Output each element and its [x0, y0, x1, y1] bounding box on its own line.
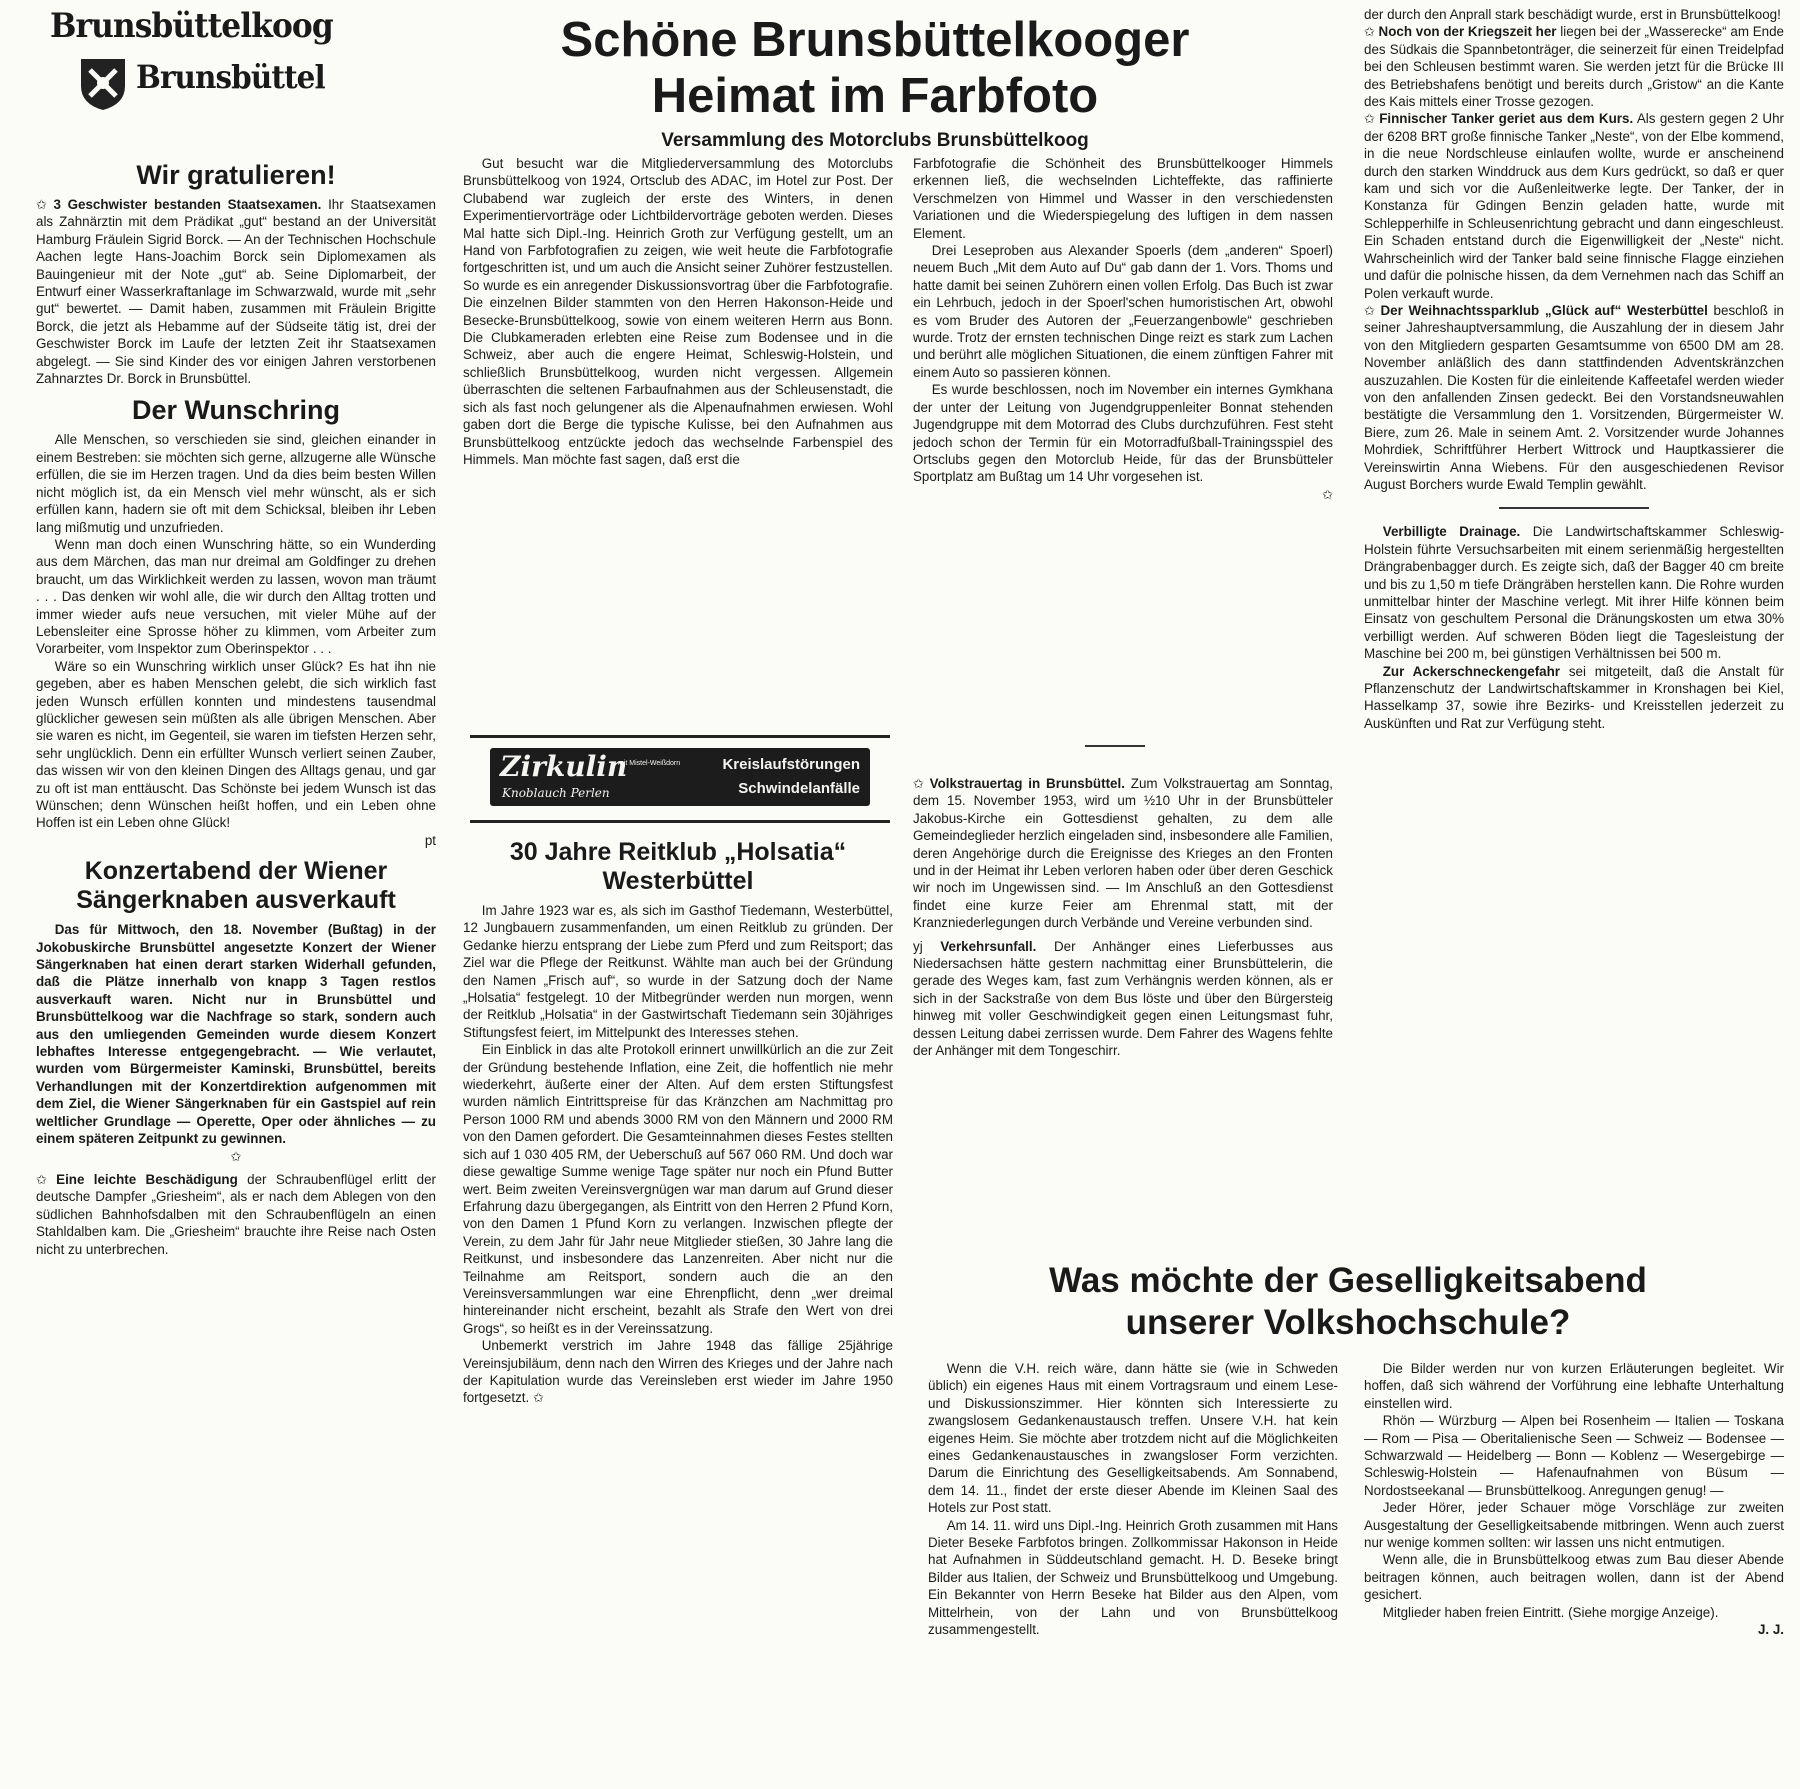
damage-body: der Schraubenflügel erlitt der deutsche Dampfer „Griesheim“, als er nach dem Ablegen von den südlichen Bahnhofsdalben mit den Schraubenflügeln an einen Stahldalben kam. Die „Griesheim“ brauchte ihre Reise nach Osten nicht zu unterbrechen.: [36, 1171, 436, 1257]
vhs-heading-line1: Was möchte der Geselligkeitsabend: [1049, 1261, 1647, 1300]
vhs-heading-line2: unserer Volkshochschule?: [1125, 1303, 1571, 1342]
star-icon: ✩: [913, 776, 930, 791]
wunschring-signature: pt: [424, 832, 436, 848]
volkstrauer-top-rule: [1085, 745, 1145, 747]
damage-lead: Eine leichte Beschädigung: [56, 1171, 238, 1187]
wunschring-p2: Wenn man doch einen Wunschring hätte, so ein Wunderding aus dem Märchen, das man nur dreimal am Goldfinger zu drehen braucht, um das Wirklichkeit werden zu lassen, wovon man träumt . . . Das denken wir wohl alle, die wir durch den Alltag trotten und immer wieder aufs neue versuchen, mit vieler Mühe auf der Lebensleiter eine Sprosse höher zu klimmen, vom Arbeiter zum Vorarbeiter, vom Inspektor zum Oberinspektor . . .: [36, 536, 436, 657]
main-title-line2: Heimat im Farbfoto: [651, 69, 1099, 123]
heading-wir-gratulieren: Wir gratulieren!: [136, 160, 336, 190]
heading-reitklub-line1: 30 Jahre Reitklub „Holsatia“: [509, 838, 847, 866]
heading-wunschring: Der Wunschring: [131, 395, 341, 426]
acker-lead: Zur Ackerschneckengefahr: [1382, 663, 1560, 679]
main-article-col2: [913, 155, 1333, 725]
ad-box: [490, 748, 870, 806]
main-col2c-text: Es wurde beschlossen, noch im November ein internes Gymkhana der unter der Leitung von Jugendgruppenleiter Bonnat stehenden Jugendgruppe mit dem Motorrad des Clubs durchzuführen. Fest steht jedoch schon der Termin für ein Motorradfußball-Trainingsspiel des Ortsclubs gegen den Motorclub Heide, für das der Brunsbütteler Sportplatz am Bußtag um 14 Uhr vorgesehen ist.: [913, 382, 1333, 485]
unfall-lead: Verkehrsunfall.: [940, 938, 1037, 954]
heading-reitklub-line2: Westerbüttel: [602, 867, 754, 895]
ad-top-rule: [470, 735, 890, 738]
vhs-signature: J. J.: [1757, 1622, 1784, 1638]
drain-body: Die Landwirtschaftskammer Schleswig-Holstein führte Versuchsarbeiten mit einem serienmäßig hergestellten Drängrabenbagger durch. Es zeigte sich, daß der Bagger 40 cm breite und bis zu 1,50 m tiefe Drängräben herstellen kann. Die Rohre wurden unmittelbar hinter der Maschine verlegt. Mit ihrer Hilfe können beim Einsatz von geschultem Personal die Dränungskosten um etwa 30% verbilligt werden. Auf schweren Böden liegt die Tagesleistung der Maschine bei 200 m, bei günstigen Verhältnissen bei 500 m.: [1364, 524, 1784, 662]
coat-of-arms-icon: [78, 56, 128, 112]
main-headline: [455, 12, 1295, 154]
ad-sub: Knoblauch Perlen: [502, 786, 610, 800]
masthead-line1: Brunsbüttelkoog: [50, 6, 333, 46]
ad-line1: Kreislaufstörungen: [722, 756, 860, 773]
spar-body: beschloß in seiner Jahreshauptversammlung, die Auszahlung der in diesem Jahr von den Mitgliedern gesparten Gesamtsumme von 6500 DM am 28. November anläßlich des dann stattfindenden Adventskränzchen auszuzahlen. Die Kosten für die einleitende Kaffeetafel werden wieder von den anfallenden Zinsen gedeckt. Bei den Vorstandsneuwahlen bestätigte die Versammlung den 1. Vorsitzenden, Bürgermeister W. Biere, zum 26. Male in seinem Amt. 2. Vorsitzender wurde Johannes Mohrdiek, Schriftführer Herbert Wittrock und Hauptkassierer die Vereinswirtin Anna Wiebens. Für den ausgeschiedenen Revisor August Borchers wurde Ewald Templin gewählt.: [1364, 302, 1784, 492]
spar-lead: Der Weihnachtssparklub „Glück auf“ Westerbüttel: [1380, 302, 1708, 318]
star-icon: ✩: [1364, 111, 1380, 127]
star-icon: ✩: [36, 197, 54, 212]
volkstrauer-column: [913, 775, 1333, 1295]
tanker-body: Als gestern gegen 2 Uhr der 6208 BRT große finnische Tanker „Neste“, von der Elbe kommend, in die neue Nordschleuse einlaufen wollte, wurde er anscheinend durch den starken Winddruck aus dem Kurs gedrückt, so daß er quer kam und sich vor die Außenleitwerke legte. Der Tanker, der in Konstanza für Gdingen Benzin geladen hatte, wurde mit Schlepperhilfe in Schleusenrichtung gebracht und dann eingeschleust. Ein Schaden entstand durch die Eigenwilligkeit der „Neste“ nicht. Wahrscheinlich wird der Tanker bald seine finnische Flagge einziehen und dafür die polnische hissen, da dem Vernehmen nach das Schiff an Polen verkauft wurde.: [1364, 111, 1784, 301]
star-icon: ✩: [36, 1171, 57, 1187]
star-icon: ✩: [1322, 486, 1333, 502]
star-icon: ✩: [230, 1148, 242, 1164]
wunschring-p3: Wäre so ein Wunschring wirklich unser Glück? Es hat ihn nie gegeben, aber es haben Menschen gelebt, die sich wirklich fast jeden Wunsch erfüllen konnten und mindestens tausendmal glücklicher gewesen sein müßten als alle übrigen Menschen. Aber sie waren es nicht, im Gegenteil, sie waren im tiefsten Herzen sehr, sehr unglücklich. Denn ein erfüllter Wunsch verliert seinen Zauber, das wissen wir von den kleinen Dingen des Alltags genau, und gar zu oft ist man enttäuscht. Das Schönste bei jedem Wunsch ist das Wünschen; denn Wünschen heißt hoffen, und ein Leben ohne Hoffen ist ein Leben ohne Glück!: [36, 658, 436, 831]
masthead-line2: Brunsbüttel: [136, 58, 325, 96]
vhs-c2-p5: Mitglieder haben freien Eintritt. (Siehe morgige Anzeige).: [1382, 1604, 1719, 1620]
reitklub-p3: Unbemerkt verstrich im Jahre 1948 das fällige 25jährige Vereinsjubiläum, denn nach den Wirren des Krieges und der Jahre nach der Kapitulation wurde das Vereinsleben erst wieder im Jahre 1950 fortgesetzt.: [463, 1338, 893, 1406]
main-col1-text: Gut besucht war die Mitgliederversammlung des Motorclubs Brunsbüttelkoog von 1924, Ortsclub des ADAC, im Hotel zur Post. Der Clubabend war zugleich der erste des Winters, in denen Experimentiervorträge oder Lichtbildervorträge geboten werden. Dieses Mal hatte sich Dipl.-Ing. Heinrich Groth zur Verfügung gestellt, um an Hand von Farbfotografien zu zeigen, wie weit heute die Farbfotografie fortgeschritten ist, und um auch die Ansicht seiner Zuhörer festzustellen. So wurde es ein anregender Diskussionsvortrag über die Farbfotografie. Die einzelnen Bilder stammten von den Herren Hakonson-Heide und Besecke-Brunsbüttelkoog, sowie von einem weiteren Herrn aus Bonn. Die Clubkameraden erlebten eine Reise zum Bodensee und in die Schweiz, aber auch die engere Heimat, Schleswig-Holstein, und schließlich Brunsbüttelkoog, wurden nicht vergessen. Allgemein überraschten die seltenen Farbaufnahmen aus der Schleusenstadt, die sich als fast noch gelungener als die Alpenaufnahmen erwiesen. Wohl gaben dort die Berge die typische Kulisse, bei den Aufnahmen aus Brunsbüttelkoog entzückte jedoch das wechselnde Farbenspiel des Himmels. Man möchte fast sagen, daß erst die: [463, 156, 893, 467]
ad-small: mit Mistel-Weißdorn: [618, 760, 681, 767]
reitklub-p1: Im Jahre 1923 war es, als sich im Gasthof Tiedemann, Westerbüttel, 12 Jungbauern zusammenfanden, um einen Reitklub zu gründen. Der Gedanke hierzu entsprang der Liebe zum Pferd und zum Reitsport; das Ziel war die Pflege der Reitkunst. Wählte man auch bei der Gründung den Namen „Frisch auf“, so wurde in der Satzung doch der Name „Holsatia“ festgelegt. 10 der Mitbegründer werden nun morgen, wenn der Reitklub „Holsatia“ in der Gastwirtschaft Tiedemann sein 30jähriges Stiftungsfest feiert, im Mittelpunkt des Interesses stehen.: [463, 903, 893, 1040]
heading-konzertabend-line2: Sängerknaben ausverkauft: [76, 886, 396, 915]
krieg-lead: Noch von der Kriegszeit her: [1378, 24, 1557, 40]
konzert-body: Das für Mittwoch, den 18. November (Bußtag) in der Jokobuskirche Brunsbüttel angesetzte Konzert der Wiener Sängerknaben hat einen derart starken Widerhall gefunden, daß die Plätze innerhalb von knapp 3 Tagen restlos ausverkauft waren. Nicht nur in Brunsbüttel und Brunsbüttelkoog war die Nachfrage so stark, sondern auch aus den umliegenden Gemeinden wurde diesem Konzert lebhaftes Interesse entgegengebracht. — Wie verlautet, wurden vom Bürgermeister Kaminski, Brunsbüttel, bereits Verhandlungen mit der Konzertdirektion aufgenommen mit dem Ziel, die Wiener Sängerknaben für ein Gastspiel auf rein weltlicher Grundlage — Operette, Oper oder ähnliches — zu einem späteren Zeitpunkt zu gewinnen.: [36, 922, 436, 1147]
vhs-c2-p4: Wenn alle, die in Brunsbüttelkoog etwas zum Bau dieser Abende beitragen können, auch beitragen wollen, dann ist der Abend gesichert.: [1364, 1552, 1784, 1603]
tanker-lead: Finnischer Tanker geriet aus dem Kurs.: [1379, 111, 1634, 127]
volkstrauer-body: Zum Volkstrauertag am Sonntag, dem 15. November 1953, wird um ½10 Uhr in der Brunsbütteler Jakobus-Kirche ein Gottesdienst gehalten, zu dem alle Gemeindeglieder herzlich eingeladen sind, insbesondere alle Familien, deren Angehörige durch die Ereignisse des Krieges an den Fronten und in der Heimat ihr Leben verloren haben oder über deren Geschick wir noch im Ungewissen sind. — Im Anschluß an den Gottesdienst findet eine kurze Feier am Ehrenmal statt, mit der Kranzniederlegungen durch Verbände und Vereine verbunden sind.: [913, 776, 1333, 931]
ad-brand: Zirkulin: [500, 750, 628, 783]
gratulieren-body: Ihr Staatsexamen als Zahnärztin mit dem Prädikat „gut“ bestand an der Universität Hamburg Fräulein Sigrid Borck. — An der Technischen Hochschule Aachen legte Hans-Joachim Borck sein Diplomexamen als Bauingenieur mit der Note „gut“ ab. Seine Diplomarbeit, der Entwurf einer Wasserkraftanlage im Schwarzwald, wurde mit „sehr gut“ bewertet. — Damit haben, zusammen mit Fräulein Brigitte Borck, die jetzt als Hebamme auf der Südseite tätig ist, drei der Geschwister Borck im Laufe der letzten Zeit ihr Staatsexamen abgelegt. — Sie sind Kinder des vor einigen Jahren verstorbenen Zahnarztes Dr. Borck in Brunsbüttel.: [36, 197, 436, 387]
main-col2a-text: Farbfotografie die Schönheit des Brunsbüttelkooger Himmels erkennen ließ, die wechselnden Lichteffekte, das raffinierte Verschmelzen von Himmel und Wasser in den verschiedensten Variationen und die Wiederspiegelung des luftigen in dem nassen Element.: [913, 156, 1333, 241]
reitklub-p2: Ein Einblick in das alte Protokoll erinnert unwillkürlich an die zur Zeit der Gründung bestehende Inflation, eine Zeit, die hoffentlich nie mehr wiederkehrt, äußerte einer der Alten. Auf dem ersten Stiftungsfest wurden nämlich Eintrittspreise für das Kränzchen am Nachmittag pro Person 1000 RM und abends 3000 RM von den Männern und 2000 RM von den Damen gefordert. Die Gesamteinnahmen dieses Festes stellten sich auf 1 030 405 RM, der Ueberschuß auf 567 060 RM. Und doch war diese gewaltige Summe wenige Tage später nur noch ein Pfund Butter wert. Beim zweiten Vereinsvergnügen war man darum auf Grund dieser Erfahrung dazu übergegangen, als Eintritt von den Herren 2 Pfund Korn, von den Damen 1 Pfund Korn zu verlangen. Inzwischen pflegte der Verein, zu dem Jahr für Jahr neue Mitglieder stießen, 30 Jahre lang die Reitkunst, und insbesondere das Lanzenreiten. Aber nicht nur die Teilnahme am Reitsport, sondern auch die an den Vereinsversammlungen war eine Ehrenpflicht, denn „wer dreimal hintereinander nicht erscheint, bezahlt als Strafe den Wert von drei Grogs“, so heißt es in der Vereinssatzung.: [463, 1042, 893, 1336]
vhs-headline: [913, 1260, 1783, 1344]
left-column: [36, 160, 436, 1780]
main-subtitle: Versammlung des Motorclubs Brunsbüttelkoog: [661, 130, 1089, 151]
star-icon: ✩: [532, 1390, 544, 1406]
star-icon: ✩: [1364, 24, 1379, 40]
acker-body: sei mitgeteilt, daß die Anstalt für Pflanzenschutz der Landwirtschaftskammer in Kronshagen bei Kiel, Hasselkamp 37, sowie ihre Bezirks- und Kreisstellen jederzeit zu Auskünften und Rat zur Verfügung steht.: [1364, 663, 1784, 731]
krieg-body: liegen bei der „Wasserecke“ am Ende des Südkais die Spannbetonträger, die seinerzeit für einen Treidelpfad bei den Schleusen bestimmt waren. Sie werden jetzt für die Brücke III des Betriebshafens benötigt und bereits durch „Gristow“ an die Kante des Kais mittels einer Trosse gezogen.: [1364, 24, 1784, 110]
right-top-text: der durch den Anprall stark beschädigt wurde, erst in Brunsbüttelkoog!: [1364, 7, 1781, 22]
vhs-column1: [928, 1360, 1338, 1785]
main-col2b-text: Drei Leseproben aus Alexander Spoerls (dem „anderen“ Spoerl) neuem Buch „Mit dem Auto auf Du“ gab dann der 1. Vors. Thoms und hatte damit bei seinen Zuhörern einen vollen Erfolg. Das Buch ist zwar ein Lehrbuch, jedoch in der Spoerl'schen humoristischen Art, obwohl es vom Bruder des Autoren der „Feuerzangenbowle“ geschrieben wurde. Trotz der ernsten technischen Dinge reizt es stark zum Lachen und berührt alle möglichen Situationen, die einem zünftigen Fahrer mit einem Auto so passieren können.: [913, 243, 1333, 380]
right-divider: [1499, 507, 1649, 509]
main-article-col1: [463, 155, 893, 715]
drain-lead: Verbilligte Drainage.: [1382, 524, 1521, 540]
vhs-c2-p1: Die Bilder werden nur von kurzen Erläuterungen begleitet. Wir hoffen, daß sich während der Vorführung eine lebhafte Unterhaltung einstellen wird.: [1364, 1361, 1784, 1411]
reitklub-article: [463, 838, 893, 1783]
masthead: [50, 6, 410, 116]
unfall-prefix: yj: [913, 938, 923, 954]
vhs-c1-p2: Am 14. 11. wird uns Dipl.-Ing. Heinrich Groth zusammen mit Hans Dieter Beseke Farbfotos bringen. Zollkommissar Hakonson in Heide hat Aufnahmen in Süddeutschland gemacht. H. D. Beseke bringt Bilder aus Italien, der Schweiz und Brunsbüttelkoog und Umgebung. Ein Bekannter von Herrn Beseke hat Bilder aus den Alpen, vom Mittelrhein, von der Lahn und von Brunsbüttelkoog zusammengestellt.: [928, 1517, 1338, 1638]
gratulieren-lead: 3 Geschwister bestanden Staatsexamen.: [53, 197, 322, 212]
unfall-body: Der Anhänger eines Lieferbusses aus Niedersachsen hätte gestern nachmittag einer Brunsbüttelerin, die gerade des Weges kam, fast zum Verhängnis werden können, als er sich in der Sackstraße von dem Bus löste und über den Bürgersteig hinweg mit voller Geschwindigkeit gegen einen Leitungsmast fuhr, dessen Leitung dabei zerrissen wurde. Dem Fahrer des Wagens fehlte der Anhänger mit dem Tongeschirr.: [913, 938, 1333, 1059]
heading-konzertabend-line1: Konzertabend der Wiener: [84, 857, 388, 886]
vhs-c2-p2: Rhön — Würzburg — Alpen bei Rosenheim — Italien — Toskana — Rom — Pisa — Oberitalienische Seen — Schweiz — Bodensee — Schwarzwald — Heidelberg — Bonn — Koblenz — Wesergebirge — Schleswig-Holstein — Hafenaufnahmen von Büsum — Nordostseekanal — Brunsbüttelkoog. Anregungen genug! —: [1364, 1413, 1784, 1498]
ad-bottom-rule: [470, 820, 890, 823]
main-title-line1: Schöne Brunsbüttelkooger: [560, 13, 1190, 67]
vhs-c2-p3: Jeder Hörer, jeder Schauer möge Vorschläge zur zweiten Ausgestaltung der Geselligkeitsabende mitbringen. Wenn auch zuerst nur wenige kommen sollten: wir lassen uns nicht entmutigen.: [1364, 1500, 1784, 1551]
ad-line2: Schwindelanfälle: [738, 780, 860, 797]
star-icon: ✩: [1364, 302, 1381, 318]
vhs-c1-p1: Wenn die V.H. reich wäre, dann hätte sie (wie in Schweden üblich) ein eigenes Haus mit einem Vortragsraum und einem Lese- und Diskussionszimmer. Hier könnten sich Interessierte zu zwangslosem Gedankenaustausch treffen. Unsere V.H. hat kein eigenes Heim. Sie möchte aber trotzdem nicht auf die Möglichkeiten eines Gedankenaustausches in zwangsloser Form verzichten. Darum die Einrichtung des Geselligkeitsabends. Am Sonnabend, dem 14. 11., findet der erste dieser Abende im Kleinen Saal des Hotels zur Post statt.: [928, 1361, 1338, 1516]
vhs-column2: [1364, 1360, 1784, 1785]
volkstrauer-lead: Volkstrauertag in Brunsbüttel.: [929, 776, 1125, 791]
right-column: [1364, 6, 1784, 826]
wunschring-p1: Alle Menschen, so verschieden sie sind, gleichen einander in einem Bestreben: sie möchten sich gerne, allzugerne alle Wünsche erfüllen, die sie im Herzen tragen. Und da dies beim besten Willen nicht möglich ist, da ein Mensch viel mehr wünscht, als er sich erfüllen kann, hadern sie oft mit dem Schicksal, bleiben ihr Leben lang mißmutig und unzufrieden.: [36, 432, 436, 535]
